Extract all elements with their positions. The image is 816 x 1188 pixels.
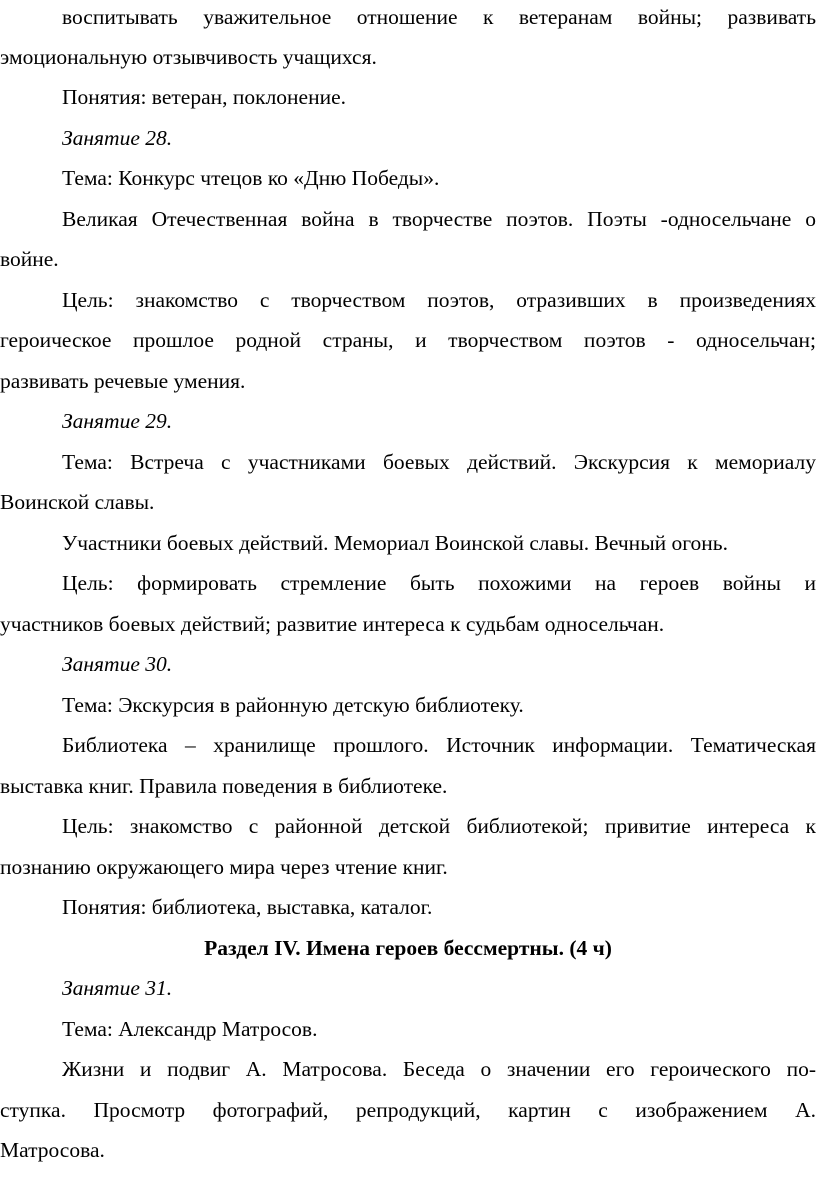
topic-line: Тема: Встреча с участниками боевых действий. Экскурсия к мемориалу bbox=[62, 450, 816, 474]
section-heading: Раздел IV. Имена героев бессмертны. (4 ч) bbox=[204, 936, 612, 960]
topic-line: Тема: Александр Матросов. bbox=[62, 1017, 318, 1041]
paragraph-line: эмоциональную отзывчивость учащихся. bbox=[0, 45, 377, 69]
paragraph-line: ступка. Просмотр фотографий, репродукций, картин с изображением А. bbox=[0, 1098, 816, 1122]
concepts-line: Понятия: библиотека, выставка, каталог. bbox=[62, 895, 433, 919]
goal-line: Цель: формировать стремление быть похожими на героев войны и bbox=[62, 571, 816, 595]
paragraph-line: развивать речевые умения. bbox=[0, 369, 246, 393]
paragraph-line: героическое прошлое родной страны, и творчеством поэтов - односельчан; bbox=[0, 328, 816, 352]
lesson-heading: Занятие 29. bbox=[62, 409, 173, 433]
topic-line: Тема: Конкурс чтецов ко «Дню Победы». bbox=[62, 166, 440, 190]
goal-line: Цель: знакомство с творчеством поэтов, отразивших в произведениях bbox=[62, 288, 816, 312]
paragraph-line: выставка книг. Правила поведения в библиотеке. bbox=[0, 774, 448, 798]
lesson-heading: Занятие 30. bbox=[62, 652, 173, 676]
paragraph-line: Матросова. bbox=[0, 1138, 105, 1162]
concepts-line: Понятия: ветеран, поклонение. bbox=[62, 85, 347, 109]
lesson-heading: Занятие 31. bbox=[62, 976, 173, 1000]
paragraph-line: Воинской славы. bbox=[0, 490, 155, 514]
paragraph-line: Библиотека – хранилище прошлого. Источник информации. Тематическая bbox=[62, 733, 816, 757]
goal-line: Цель: знакомство с районной детской библиотекой; привитие интереса к bbox=[62, 814, 816, 838]
paragraph-line: Великая Отечественная война в творчестве поэтов. Поэты -односельчане о bbox=[62, 207, 816, 231]
topic-line: Тема: Экскурсия в районную детскую библиотеку. bbox=[62, 693, 524, 717]
paragraph-line: войне. bbox=[0, 247, 59, 271]
paragraph-line: Участники боевых действий. Мемориал Воинской славы. Вечный огонь. bbox=[62, 531, 728, 555]
paragraph-line: участников боевых действий; развитие интереса к судьбам односельчан. bbox=[0, 612, 665, 636]
lesson-heading: Занятие 28. bbox=[62, 126, 173, 150]
paragraph-line: воспитывать уважительное отношение к ветеранам войны; развивать bbox=[62, 5, 816, 29]
paragraph-line: Жизни и подвиг А. Матросова. Беседа о значении его героического по- bbox=[62, 1057, 816, 1081]
paragraph-line: познанию окружающего мира через чтение книг. bbox=[0, 855, 448, 879]
